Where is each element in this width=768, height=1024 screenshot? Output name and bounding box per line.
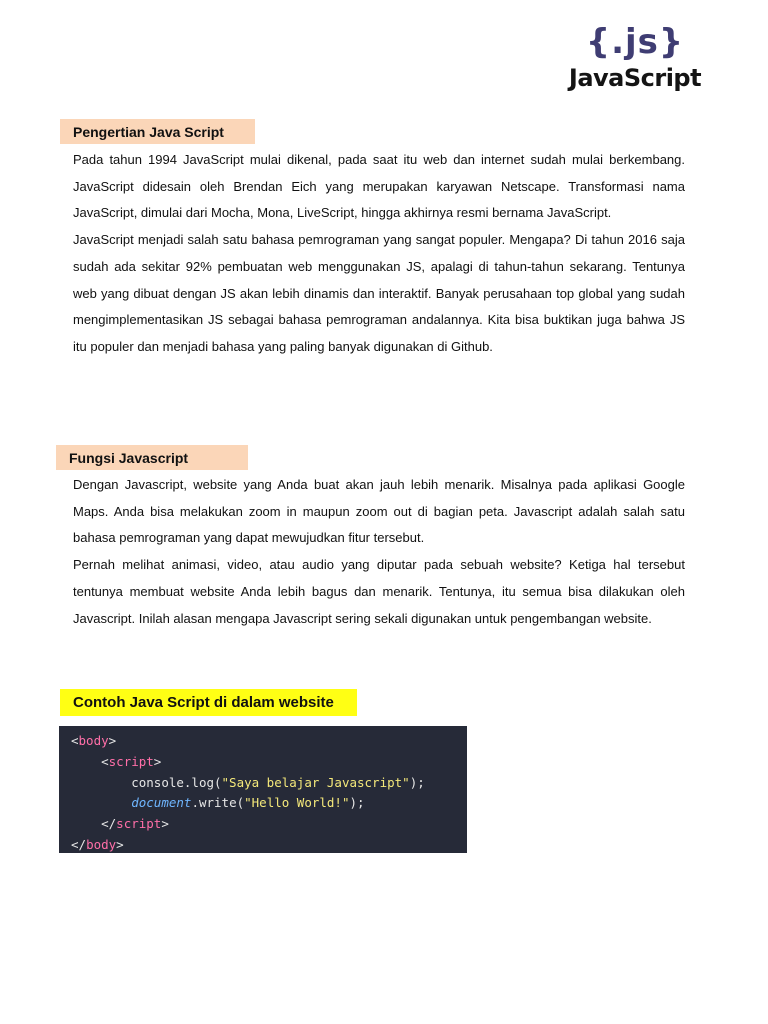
section-pengertian-body	[73, 147, 685, 361]
code-line-2: <script>	[101, 753, 162, 769]
section-fungsi-body	[73, 472, 685, 632]
heading-contoh: Contoh Java Script di dalam website	[60, 689, 357, 716]
code-line-4: document.write("Hello World!");	[131, 795, 365, 811]
js-logo-mark: {.js}	[585, 22, 685, 62]
javascript-logo	[560, 22, 710, 94]
paragraph-popularitas: JavaScript menjadi salah satu bahasa pemrograman yang sangat populer. Mengapa? Di tahun 2016 saja sudah ada sekitar 92% pembuatan web menggunakan JS, apalagi di tahun-tahun sekarang. Tentunya web yang dibuat dengan JS akan lebih dinamis dan interaktif. Banyak perusahaan top global yang sudah mengimplementasikan JS sebagai bahasa pemrograman andalannya. Kita bisa buktikan juga bahwa JS itu populer dan menjadi bahasa yang paling banyak digunakan di Github.	[73, 232, 685, 354]
heading-fungsi: Fungsi Javascript	[56, 445, 248, 470]
paragraph-fungsi-maps: Dengan Javascript, website yang Anda buat akan jauh lebih menarik. Misalnya pada aplikasi Google Maps. Anda bisa melakukan zoom in maupun zoom out di bagian peta. Javascript adalah salah satu bahasa pemrograman yang dapat mewujudkan fitur tersebut.	[73, 477, 685, 546]
heading-pengertian: Pengertian Java Script	[60, 119, 255, 144]
code-line-3: console.log("Saya belajar Javascript");	[131, 774, 425, 790]
paragraph-sejarah: Pada tahun 1994 JavaScript mulai dikenal, pada saat itu web dan internet sudah mulai berkembang. JavaScript didesain oleh Brendan Eich yang merupakan karyawan Netscape. Transformasi nama JavaScript, dimulai dari Mocha, Mona, LiveScript, hingga akhirnya resmi bernama JavaScript.	[73, 152, 685, 221]
code-line-1: <body>	[71, 733, 117, 748]
code-snippet	[59, 726, 467, 853]
code-line-5: </script>	[101, 816, 169, 832]
code-line-6: </body>	[71, 836, 124, 852]
paragraph-fungsi-multimedia: Pernah melihat animasi, video, atau audio yang diputar pada sebuah website? Ketiga hal tersebut tentunya membuat website Anda lebih bagus dan menarik. Tentunya, itu semua bisa dilakukan oleh Javascript. Inilah alasan mengapa Javascript sering sekali digunakan untuk pengembangan website.	[73, 557, 685, 626]
js-logo-text: JavaScript	[568, 64, 702, 92]
